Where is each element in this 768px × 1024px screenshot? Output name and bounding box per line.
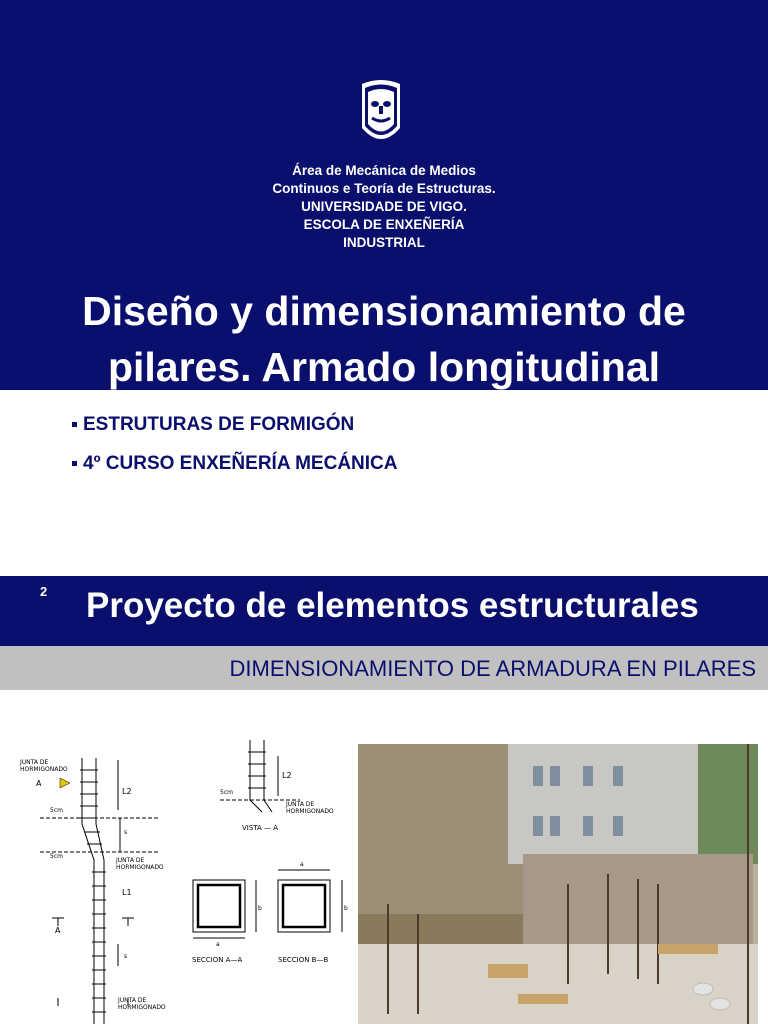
drawing-label: HORMIGONADO [20, 766, 68, 773]
bullet-item [72, 414, 354, 436]
drawing-label: 5cm [50, 807, 63, 814]
drawing-label: 5cm [50, 853, 63, 860]
slide-subtitle-bar [0, 646, 768, 690]
institution-line: Área de Mecánica de Medios [292, 163, 476, 178]
slide2-header [0, 576, 768, 646]
drawing-label: SECCION B—B [278, 956, 329, 964]
construction-site-photo [358, 744, 758, 1024]
stirrup-lines [80, 770, 106, 1012]
slide-number: 2 [40, 584, 48, 599]
drawing-label: b [258, 905, 262, 912]
drawing-label: JUNTA DE [20, 759, 49, 766]
bullet-square-icon [72, 422, 77, 427]
drawing-label: JUNTA DE [116, 857, 145, 864]
bullet-square-icon [72, 461, 77, 466]
drawing-label: VISTA — A [242, 824, 279, 832]
institution-line: INDUSTRIAL [343, 235, 425, 250]
drawing-label: JUNTA DE [286, 801, 315, 808]
drawing-label: L2 [122, 787, 132, 796]
drawing-label: SECCION A—A [192, 956, 243, 964]
drawing-label: HORMIGONADO [116, 864, 164, 871]
drawing-label: L2 [282, 771, 292, 780]
drawing-label: A [55, 926, 61, 935]
drawing-label: a [300, 861, 304, 868]
slide-subtitle: DIMENSIONAMIENTO DE ARMADURA EN PILARES [229, 656, 756, 681]
drawing-label: s [124, 829, 128, 836]
institution-line: ESCOLA DE ENXEÑERÍA [303, 217, 465, 232]
drawing-label: A [36, 779, 42, 788]
slide-title: Proyecto de elementos estructurales [86, 586, 699, 625]
drawing-label: HORMIGONADO [118, 1004, 166, 1011]
institution-line: UNIVERSIDADE DE VIGO. [301, 199, 467, 214]
drawing-label: s [124, 953, 128, 960]
title-slide-header [0, 0, 768, 390]
bullet-text: ESTRUTURAS DE FORMIGÓN [83, 414, 355, 435]
column-reinforcement-drawing [0, 700, 350, 1024]
institution-line: Continuos e Teoría de Estructuras. [272, 181, 496, 196]
bullet-item [72, 453, 398, 475]
drawing-label: 5cm [220, 789, 233, 796]
drawing-label: L1 [122, 888, 132, 897]
drawing-label: b [344, 905, 348, 912]
slide-title: Diseño y dimensionamiento de [82, 288, 686, 334]
drawing-label: a [216, 941, 220, 948]
bullet-text: 4º CURSO ENXEÑERÍA MECÁNICA [83, 453, 398, 474]
drawing-label: JUNTA DE [118, 997, 147, 1004]
slide-title: pilares. Armado longitudinal [107, 344, 661, 390]
university-crest-icon [358, 76, 404, 150]
drawing-label: HORMIGONADO [286, 808, 334, 815]
